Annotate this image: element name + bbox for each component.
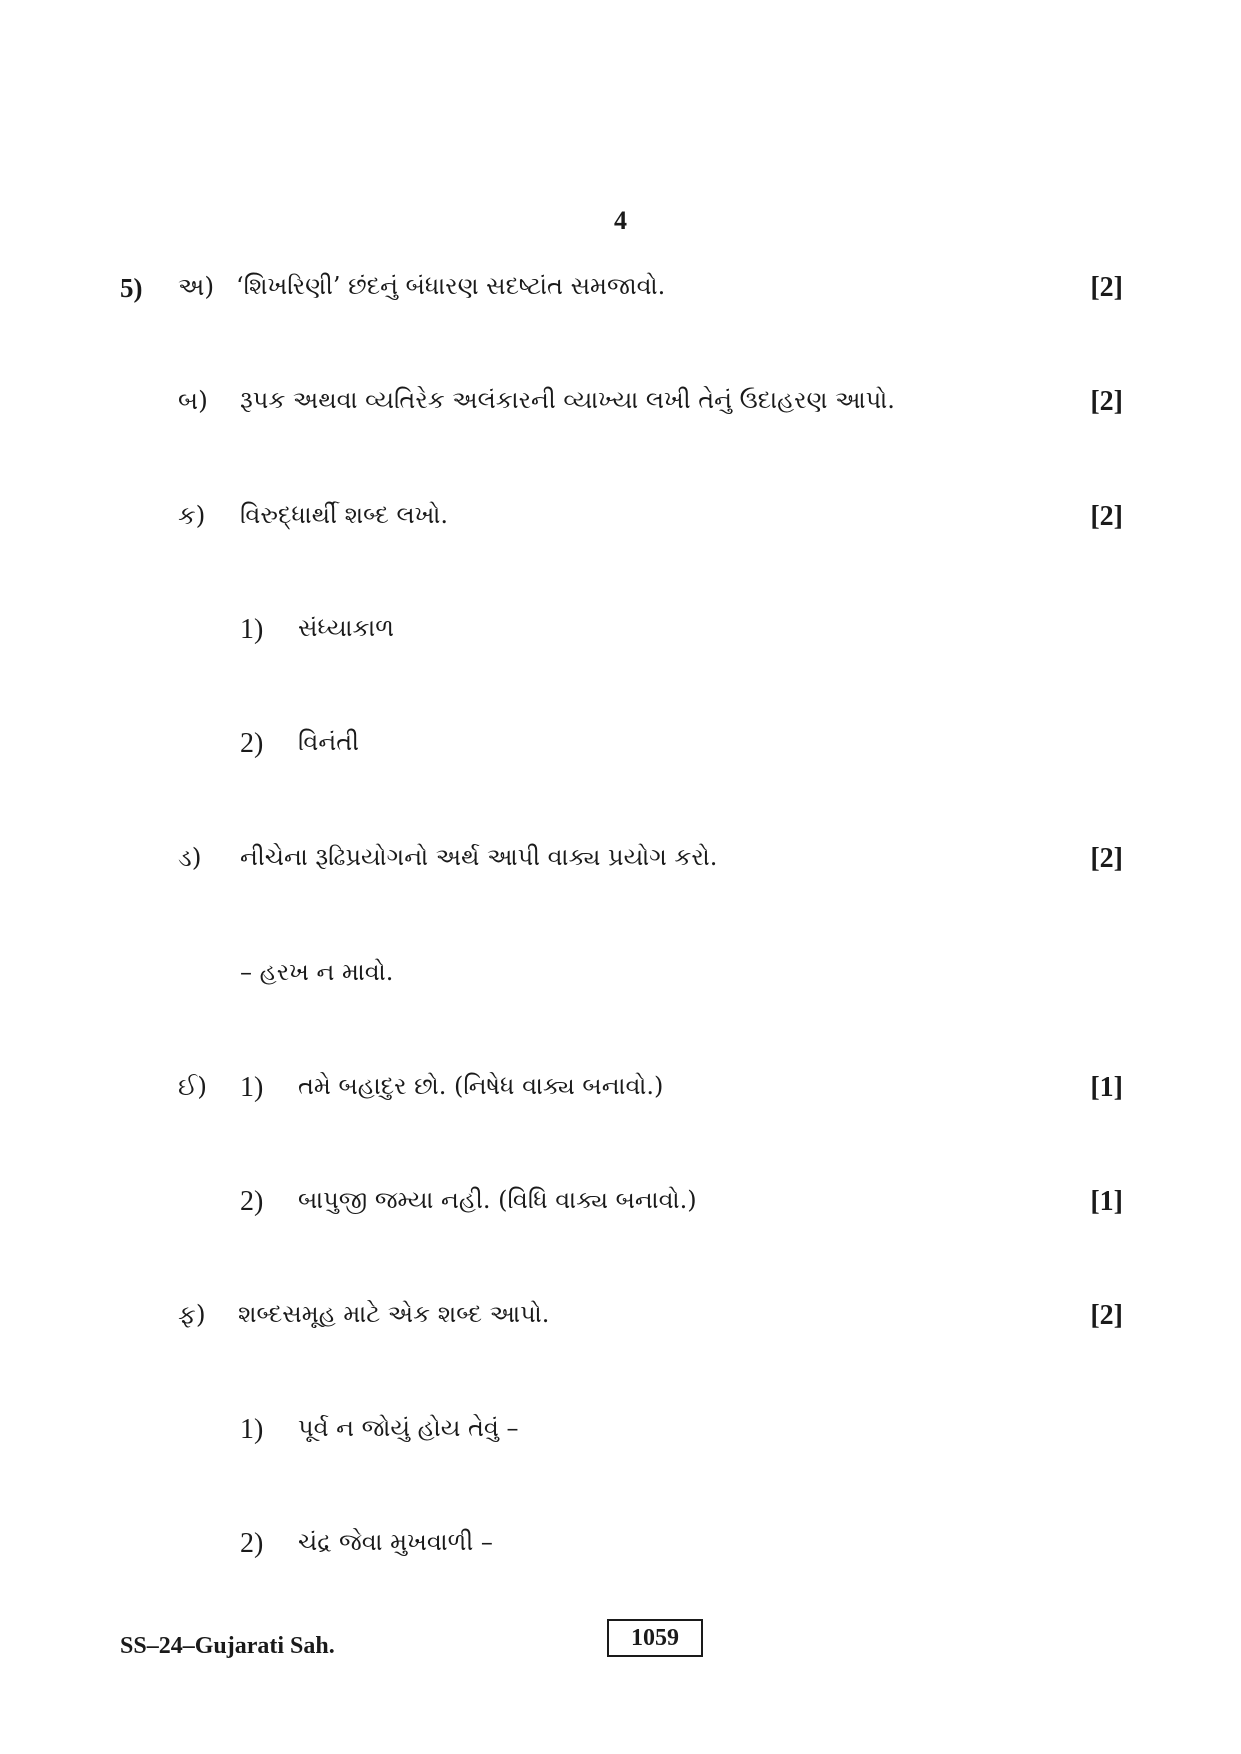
marks-e2: [1] bbox=[1090, 1186, 1123, 1217]
part-label-a: અ) bbox=[178, 272, 215, 301]
part-label-k: ક) bbox=[178, 501, 206, 530]
part-text-b: રૂપક અથવા વ્યતિરેક અલંકારની વ્યાખ્યા લખી તેનું ઉદાહરણ આપો. bbox=[240, 386, 895, 414]
item-text-k1: સંધ્યાકાળ bbox=[298, 614, 395, 642]
item-num-f2: 2) bbox=[240, 1528, 264, 1559]
paper-code: SS–24–Gujarati Sah. bbox=[120, 1633, 335, 1659]
item-num-e1: 1) bbox=[240, 1072, 264, 1103]
marks-a: [2] bbox=[1090, 272, 1123, 303]
item-text-e1: તમે બહાદુર છો. (નિષેધ વાક્ય બનાવો.) bbox=[298, 1072, 664, 1100]
item-num-k1: 1) bbox=[240, 614, 264, 645]
marks-b: [2] bbox=[1090, 386, 1123, 417]
item-text-e2: બાપુજી જમ્યા નહી. (વિધિ વાક્ય બનાવો.) bbox=[298, 1186, 697, 1214]
item-text-k2: વિનંતી bbox=[298, 728, 360, 756]
part-label-b: બ) bbox=[178, 386, 208, 415]
item-text-f2: ચંદ્ર જેવા મુખવાળી – bbox=[298, 1528, 493, 1556]
part-text-k: વિરુદ્ધાર્થી શબ્દ લખો. bbox=[240, 501, 448, 529]
part-text-d: નીચેના રૂઢિપ્રયોગનો અર્થ આપી વાક્ય પ્રયોગ કરો. bbox=[240, 843, 718, 871]
idiom-text: – હરખ ન માવો. bbox=[240, 958, 394, 986]
marks-f: [2] bbox=[1090, 1300, 1123, 1331]
part-text-f: શબ્દસમૂહ માટે એક શબ્દ આપો. bbox=[238, 1300, 550, 1328]
part-label-d: ડ) bbox=[178, 843, 202, 872]
marks-d: [2] bbox=[1090, 843, 1123, 874]
question-number: 5) bbox=[120, 273, 143, 303]
marks-k: [2] bbox=[1090, 501, 1123, 532]
page-number: 4 bbox=[614, 206, 627, 235]
part-label-f: ફ) bbox=[178, 1300, 206, 1329]
item-num-k2: 2) bbox=[240, 728, 264, 759]
part-text-a: ‘શિખરિણી’ છંદનું બંધારણ સદષ્ટાંત સમજાવો. bbox=[236, 272, 666, 300]
paper-number-box: 1059 bbox=[607, 1619, 703, 1657]
item-num-f1: 1) bbox=[240, 1414, 264, 1445]
part-label-e: ઈ) bbox=[178, 1072, 208, 1101]
item-num-e2: 2) bbox=[240, 1186, 264, 1217]
marks-e1: [1] bbox=[1090, 1072, 1123, 1103]
item-text-f1: પૂર્વ ન જોયું હોય તેવું – bbox=[298, 1414, 519, 1442]
